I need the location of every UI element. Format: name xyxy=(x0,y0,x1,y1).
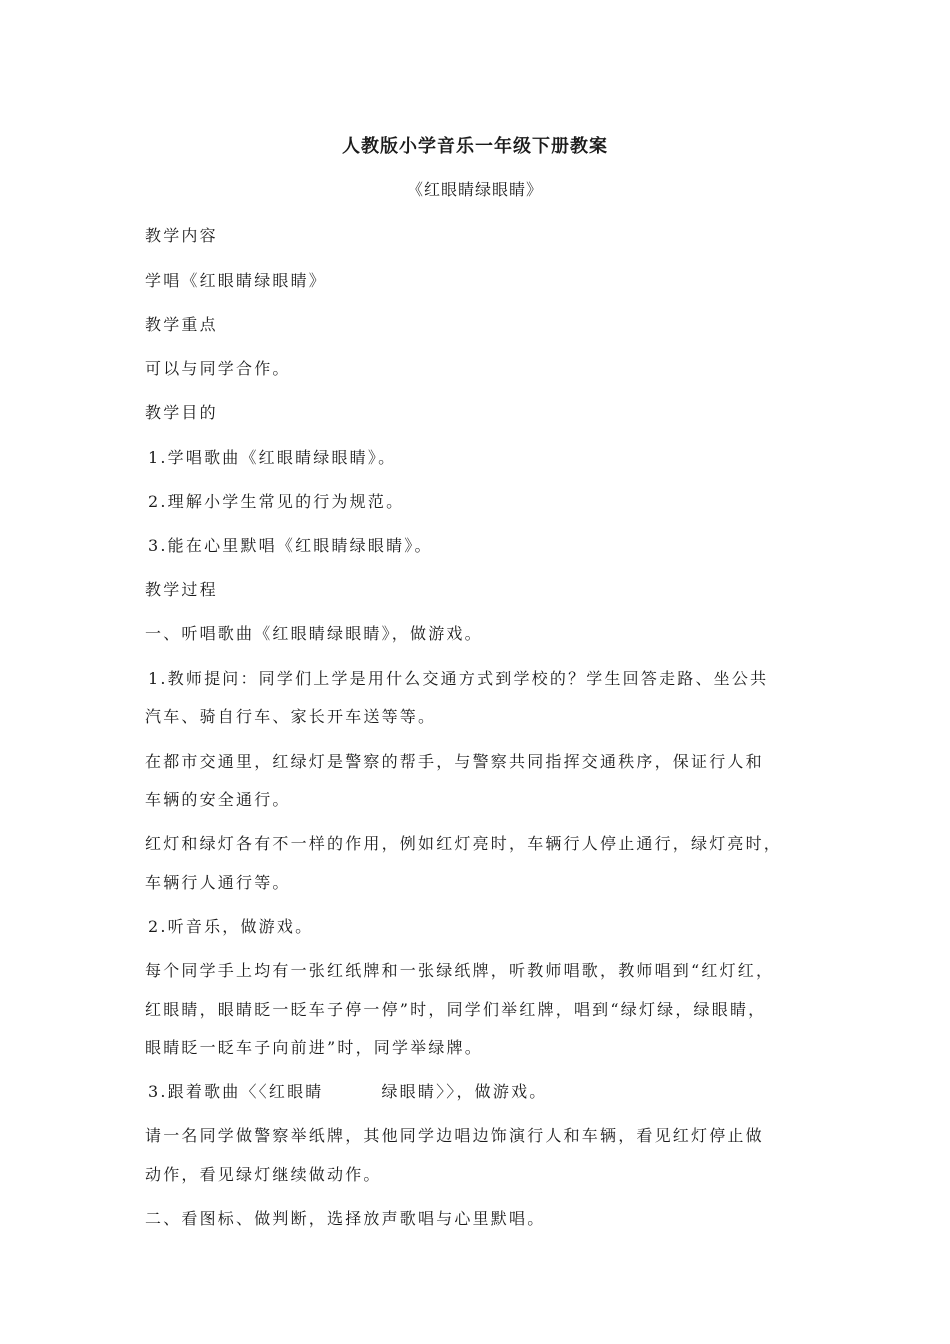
list-item: 2.理解小学生常见的行为规范。 xyxy=(148,492,405,511)
list-item: 2.听音乐，做游戏。 xyxy=(148,917,314,936)
section-heading: 二、看图标、做判断，选择放声歌唱与心里默唱。 xyxy=(145,1209,546,1228)
document-title: 人教版小学音乐一年级下册教案 xyxy=(342,136,608,157)
paragraph: 请一名同学做警察举纸牌，其他同学边唱边饰演行人和车辆，看见红灯停止做 xyxy=(145,1126,764,1145)
heading-teaching-focus: 教学重点 xyxy=(145,315,218,334)
heading-teaching-content: 教学内容 xyxy=(145,226,218,245)
paragraph: 1.教师提问：同学们上学是用什么交通方式到学校的？学生回答走路、坐公共 xyxy=(148,669,769,688)
paragraph: 在都市交通里，红绿灯是警察的帮手，与警察共同指挥交通秩序，保证行人和 xyxy=(145,752,764,771)
paragraph: 可以与同学合作。 xyxy=(145,359,291,378)
list-item: 3.能在心里默唱《红眼睛绿眼睛》。 xyxy=(148,536,433,555)
list-item-part: 绿眼睛〉〉，做游戏。 xyxy=(381,1082,548,1101)
paragraph: 车辆的安全通行。 xyxy=(145,790,291,809)
paragraph: 学唱《红眼睛绿眼睛》 xyxy=(145,271,328,290)
list-item-part: 3.跟着歌曲〈〈红眼睛 xyxy=(148,1082,324,1101)
heading-teaching-goals: 教学目的 xyxy=(145,403,218,422)
section-heading: 一、听唱歌曲《红眼睛绿眼睛》，做游戏。 xyxy=(145,624,483,643)
paragraph: 动作，看见绿灯继续做动作。 xyxy=(145,1165,382,1184)
paragraph: 每个同学手上均有一张红纸牌和一张绿纸牌，听教师唱歌，教师唱到“红灯红， xyxy=(145,961,775,980)
heading-teaching-process: 教学过程 xyxy=(145,580,218,599)
paragraph: 眼睛眨一眨车子向前进”时，同学举绿牌。 xyxy=(145,1038,483,1057)
list-item xyxy=(148,1079,547,1102)
paragraph: 红眼睛，眼睛眨一眨车子停一停”时，同学们举红牌，唱到“绿灯绿，绿眼睛， xyxy=(145,1000,767,1019)
paragraph: 红灯和绿灯各有不一样的作用，例如红灯亮时，车辆行人停止通行，绿灯亮时， xyxy=(145,834,783,853)
list-item: 1.学唱歌曲《红眼睛绿眼睛》。 xyxy=(148,448,397,467)
paragraph: 车辆行人通行等。 xyxy=(145,873,291,892)
document-subtitle: 《红眼睛绿眼睛》 xyxy=(406,180,543,199)
paragraph: 汽车、骑自行车、家长开车送等等。 xyxy=(145,707,437,726)
